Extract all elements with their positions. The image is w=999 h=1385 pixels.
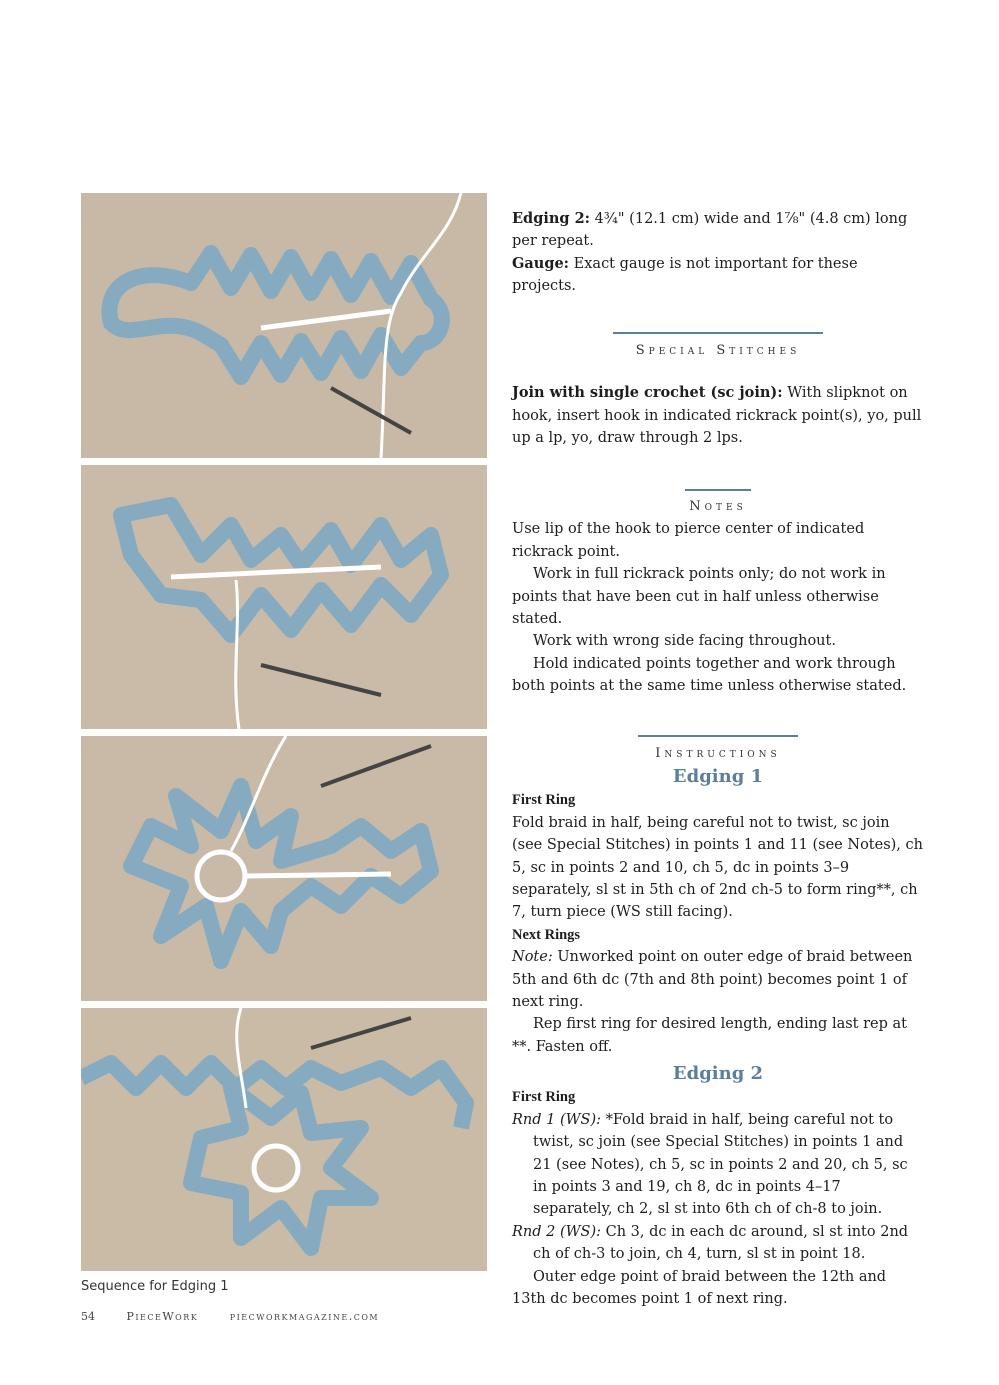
- page-footer: [81, 1310, 407, 1323]
- edging2-rnd1-label: Rnd 1 (WS):: [512, 1111, 602, 1128]
- note-4: Hold indicated points together and work through both points at the same time unless otherwise stated.: [512, 655, 907, 695]
- edging2-title: Edging 2: [672, 1063, 764, 1085]
- page-number: 54: [81, 1310, 95, 1323]
- photo-step-4: [81, 1008, 487, 1271]
- sc-join-text: With slipknot on hook, insert hook in indicated rickrack point(s), yo, pull up a lp, yo, draw through 2 lps.: [512, 385, 922, 447]
- gauge-label: Gauge:: [512, 254, 570, 272]
- photo-caption: Sequence for Edging 1: [81, 1279, 229, 1294]
- photo-step-2: [81, 465, 487, 729]
- edging1-note-label: Note:: [512, 949, 553, 966]
- edging1-first-ring-text: Fold braid in half, being careful not to twist, sc join (see Special Stitches) in points 1 and 11 (see Notes), ch 5, sc in points 2 and 10, ch 5, dc in points 3–9 separately, sl st in 5th ch of 2nd ch-5 to form ring**, ch 7, turn piece (WS still facing).: [512, 814, 923, 921]
- edging1-note-text: Unworked point on outer edge of braid between 5th and 6th dc (7th and 8th point) becomes point 1 of next ring.: [512, 949, 913, 1011]
- edging-sizes: [512, 208, 924, 298]
- photo-step-3: [81, 736, 487, 1001]
- instructions-section: [512, 735, 924, 1310]
- instructions-heading: Instructions: [655, 746, 781, 761]
- section-rule: [685, 489, 751, 491]
- notes-section: [512, 489, 924, 698]
- footer-url: piecworkmagazine.com: [229, 1310, 380, 1323]
- edging1-rep-text: Rep first ring for desired length, ending last rep at **. Fasten off.: [512, 1016, 907, 1055]
- edging2-first-ring-label: First Ring: [512, 1089, 576, 1106]
- sc-join-label: Join with single crochet (sc join):: [512, 384, 783, 402]
- edging1-first-ring-label: First Ring: [512, 792, 576, 809]
- notes-heading: Notes: [689, 499, 747, 514]
- photo-step-1: [81, 193, 487, 458]
- edging2-rnd2-label: Rnd 2 (WS):: [512, 1223, 602, 1240]
- edging2-size-label: Edging 2:: [512, 210, 591, 227]
- section-rule: [613, 332, 823, 334]
- footer-brand: PieceWork: [126, 1310, 199, 1323]
- edging1-next-rings-label: Next Rings: [512, 926, 581, 943]
- edging1-title: Edging 1: [672, 766, 764, 788]
- edging2-rnd2-text: Ch 3, dc in each dc around, sl st into 2nd ch of ch-3 to join, ch 4, turn, sl st in point 18.: [533, 1223, 909, 1263]
- note-2: Work in full rickrack points only; do not work in points that have been cut in half unless otherwise stated.: [512, 566, 886, 628]
- gauge-text: Exact gauge is not important for these projects.: [512, 255, 858, 295]
- edging2-outer-text: Outer edge point of braid between the 12th and 13th dc becomes point 1 of next ring.: [512, 1268, 887, 1307]
- special-stitches-heading: Special Stitches: [635, 343, 801, 358]
- special-stitches-section: [512, 332, 924, 450]
- edging2-rnd1-text: *Fold braid in half, being careful not to twist, sc join (see Special Stitches) in points 1 and 21 (see Notes), ch 5, sc in points 2 and 20, ch 5, sc in points 3 and 19, ch 8, dc in points 4–17 separately, ch 2, sl st into 6th ch of ch-8 to join.: [533, 1111, 908, 1218]
- note-1: Use lip of the hook to pierce center of indicated rickrack point.: [512, 521, 865, 560]
- note-3: Work with wrong side facing throughout.: [533, 633, 836, 650]
- edging2-size-text: 4¾" (12.1 cm) wide and 1⅞" (4.8 cm) long per repeat.: [512, 211, 908, 250]
- section-rule: [638, 735, 798, 737]
